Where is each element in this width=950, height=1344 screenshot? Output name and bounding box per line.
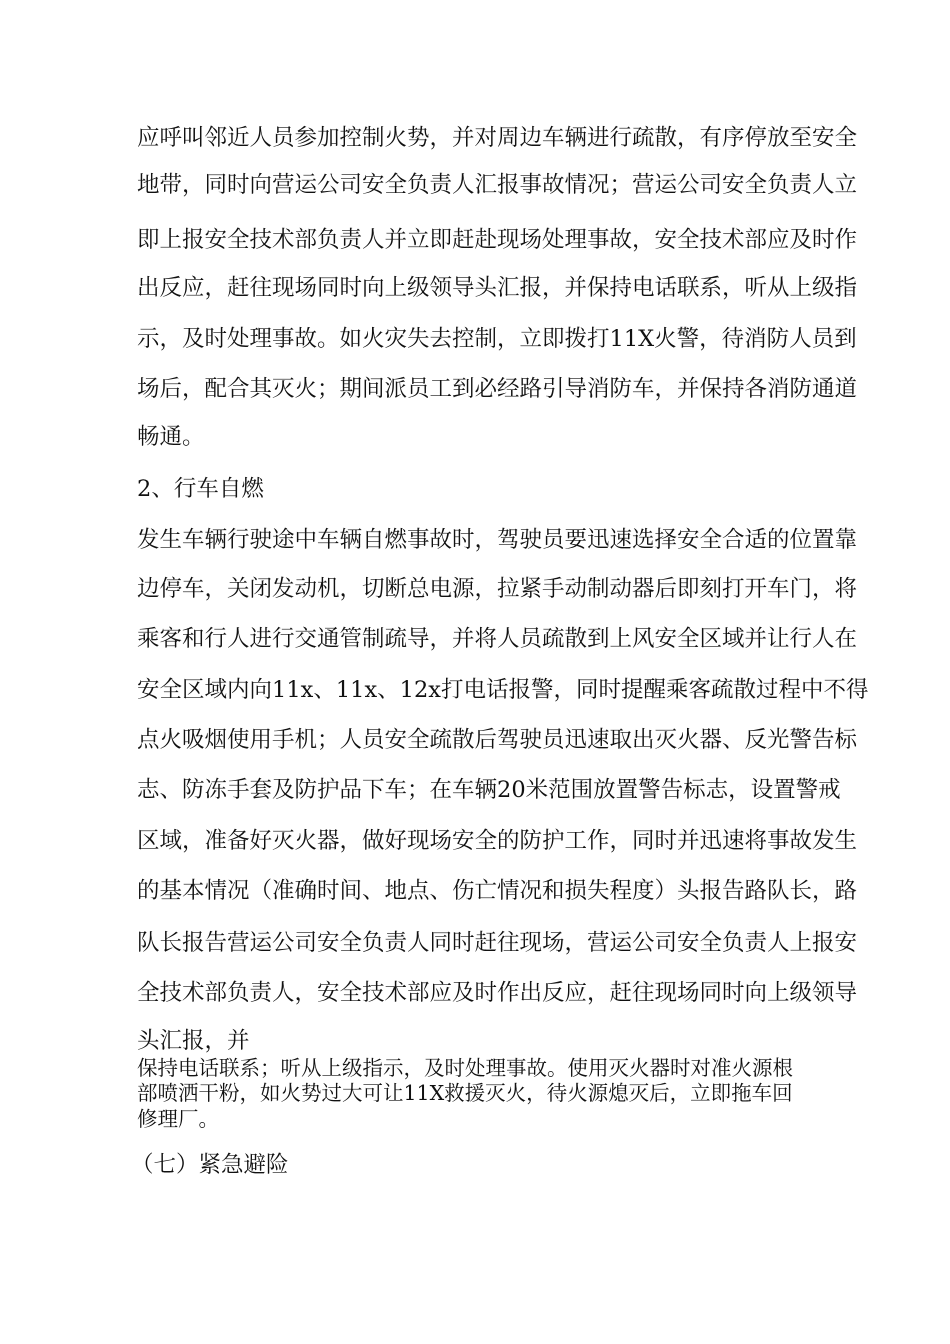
paragraph-line: 队长报告营运公司安全负责人同时赶往现场，营运公司安全负责人上报安 — [137, 930, 858, 956]
paragraph-line: 部喷洒干粉，如火势过大可让11X救援灭火，待火源熄灭后，立即拖车回 — [137, 1081, 793, 1105]
paragraph-line: 修理厂。 — [137, 1107, 219, 1131]
paragraph-line: 即上报安全技术部负责人并立即赶赴现场处理事故，安全技术部应及时作 — [137, 227, 858, 253]
paragraph-line: 安全区域内向11x、11x、12x打电话报警，同时提醒乘客疏散过程中不得 — [137, 677, 869, 703]
paragraph-line: 全技术部负责人，安全技术部应及时作出反应，赶往现场同时向上级领导 — [137, 980, 858, 1006]
paragraph-line: 场后，配合其灭火；期间派员工到必经路引导消防车，并保持各消防通道 — [137, 376, 858, 402]
paragraph-line: 边停车，关闭发动机，切断总电源，拉紧手动制动器后即刻打开车门，将 — [137, 576, 858, 602]
paragraph-line: 区域，准备好灭火器，做好现场安全的防护工作，同时并迅速将事故发生 — [137, 828, 858, 854]
paragraph-line: 保持电话联系；听从上级指示，及时处理事故。使用灭火器时对准火源根 — [137, 1056, 793, 1080]
section-heading: （七）紧急避险 — [131, 1152, 289, 1178]
section-heading: 2、行车自燃 — [137, 476, 264, 502]
paragraph-line: 头汇报，并 — [137, 1028, 250, 1054]
paragraph-line: 畅通。 — [137, 424, 205, 450]
paragraph-line: 志、防冻手套及防护品下车；在车辆20米范围放置警告标志，设置警戒 — [137, 777, 841, 803]
paragraph-line: 发生车辆行驶途中车辆自燃事故时，驾驶员要迅速选择安全合适的位置靠 — [137, 527, 858, 553]
paragraph-line: 乘客和行人进行交通管制疏导，并将人员疏散到上风安全区域并让行人在 — [137, 626, 858, 652]
paragraph-line: 出反应，赶往现场同时向上级领导头汇报，并保持电话联系，听从上级指 — [137, 275, 858, 301]
paragraph-line: 示，及时处理事故。如火灾失去控制，立即拨打11X火警，待消防人员到 — [137, 326, 857, 352]
paragraph-line: 的基本情况（准确时间、地点、伤亡情况和损失程度）头报告路队长，路 — [137, 878, 858, 904]
paragraph-line: 地带，同时向营运公司安全负责人汇报事故情况；营运公司安全负责人立 — [137, 172, 858, 198]
paragraph-line: 应呼叫邻近人员参加控制火势，并对周边车辆进行疏散，有序停放至安全 — [137, 125, 858, 151]
paragraph-line: 点火吸烟使用手机；人员安全疏散后驾驶员迅速取出灭火器、反光警告标 — [137, 727, 858, 753]
